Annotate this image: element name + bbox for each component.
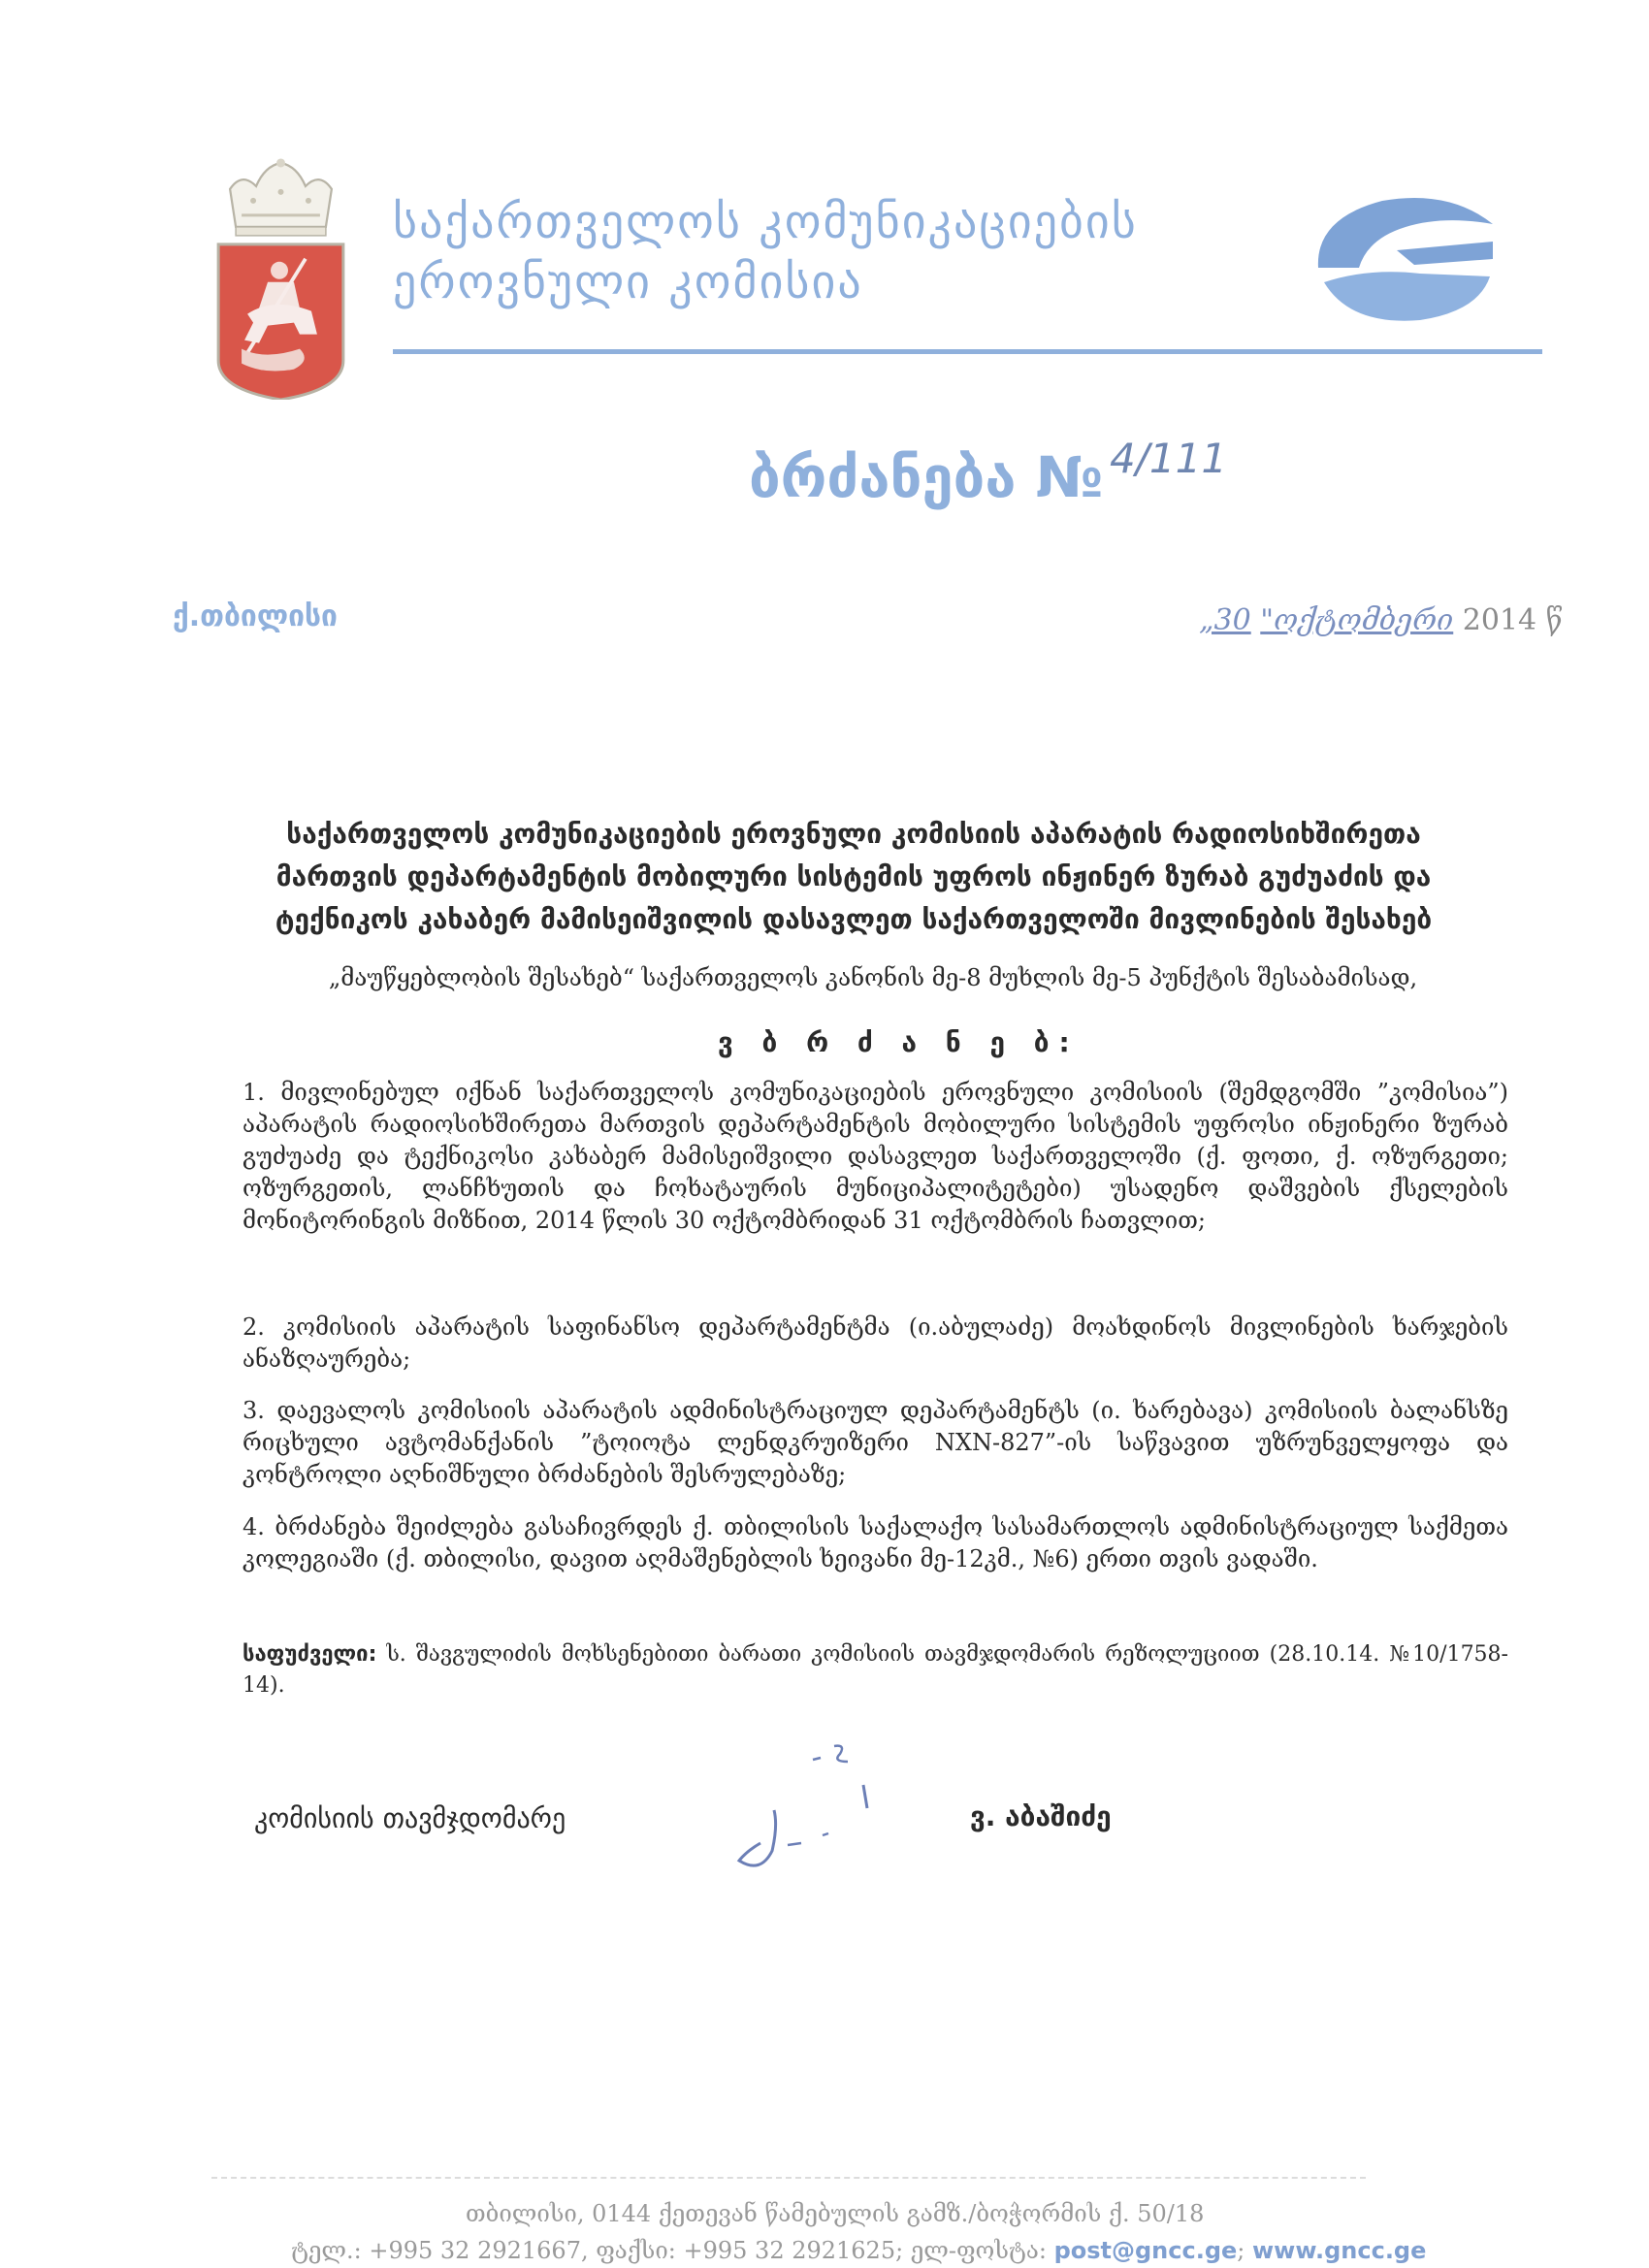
order-item-3: 3. დაევალოს კომისიის აპარატის ადმინისტრაციულ დეპარტამენტს (ი. ხარებავა) კომისიის ბალანსზე რიცხული ავტომანქანის ”ტოიოტა ლენდკრუიზერი NXN-827”-ის საწვავით უზრუნველყოფა და კონტროლი აღნიშნული ბრძანების შესრულებაზე; bbox=[242, 1397, 1508, 1488]
orders-word: ვ ბ რ ძ ა ნ ე ბ: bbox=[718, 1026, 1080, 1058]
header-divider bbox=[393, 349, 1542, 354]
handwritten-signature bbox=[718, 1736, 951, 1882]
heading-line: საქართველოს კომუნიკაციების ეროვნული კომისიის აპარატის რადიოსიხშირეთა bbox=[286, 818, 1421, 850]
date-month: "ოქტომბერი bbox=[1260, 603, 1454, 637]
org-name-line1: საქართველოს კომუნიკაციების bbox=[393, 195, 1138, 249]
order-title: ბრძანება № bbox=[749, 444, 1104, 510]
legal-basis: „მაუწყებლობის შესახებ“ საქართველოს კანონის მე-8 მუხლის მე-5 პუნქტის შესაბამისად, bbox=[328, 964, 1418, 991]
order-item-2: 2. კომისიის აპარატის საფინანსო დეპარტამენტმა (ი.აბულაძე) მოახდინოს მივლინების ხარჯების ანაზღაურება; bbox=[242, 1313, 1508, 1373]
order-number: 4/111 bbox=[1110, 435, 1228, 482]
order-item-4: 4. ბრძანება შეიძლება გასაჩივრდეს ქ. თბილისის საქალაქო სასამართლოს ადმინისტრაციულ საქმეთა კოლეგიაში (ქ. თბილისი, დავით აღმაშენებლის ხეივანი მე-12კმ., №6) ერთი თვის ვადაში. bbox=[242, 1513, 1508, 1572]
signatory-name: ვ. აბაშიძე bbox=[970, 1800, 1112, 1832]
organization-name bbox=[393, 192, 1138, 312]
footer-divider bbox=[211, 2177, 1366, 2181]
order-heading bbox=[223, 813, 1484, 941]
footnote-text: ს. შავგულიძის მოხსენებითი ბარათი კომისიის თავმჯდომარის რეზოლუციით (28.10.14. №10/1758-14). bbox=[242, 1642, 1508, 1698]
basis-footnote bbox=[242, 1639, 1508, 1701]
org-name-line2: ეროვნული კომისია bbox=[393, 255, 863, 309]
order-date bbox=[1199, 603, 1563, 637]
heading-line: მართვის დეპარტამენტის მობილური სისტემის უფროს ინჟინერ ზურაბ გუძუაძის და bbox=[275, 860, 1432, 892]
footer-address: თბილისი, 0144 ქეთევან წამებულის გამზ./ბოჭორმის ქ. 50/18 bbox=[466, 2200, 1205, 2227]
date-day: „30 bbox=[1199, 603, 1251, 637]
date-year: 2014 წ bbox=[1462, 603, 1564, 637]
footer-email[interactable]: post@gncc.ge bbox=[1053, 2237, 1238, 2264]
heading-line: ტექნიკოს კახაბერ მამისეიშვილის დასავლეთ საქართველოში მივლინების შესახებ bbox=[275, 903, 1433, 935]
footnote-label: საფუძველი: bbox=[242, 1642, 377, 1667]
footer-contacts bbox=[291, 2237, 1426, 2264]
order-item-1: 1. მივლინებულ იქნან საქართველოს კომუნიკაციების ეროვნული კომისიის (შემდგომში ”კომისია”) აპარატის რადიოსიხშირეთა მართვის დეპარტამენტის მობილური სისტემის უფროსი ინჟინერი ზურაბ გუძუაძე და ტექნიკოსი კახაბერ მამისეიშვილი დასავლეთ საქართველოში (ქ. ფოთი, ქ. ოზურგეთი; ოზურგეთის, ლანჩხუთის და ჩოხატაურის მუნიციპალიტეტები) უსადენო დაშვების ქსელების მონიტორინგის მიზნით, 2014 წლის 30 ოქტომბრიდან 31 ოქტომბრის ჩათვლით; bbox=[242, 1079, 1508, 1234]
commission-logo bbox=[1310, 192, 1499, 323]
coat-of-arms-emblem bbox=[215, 157, 346, 400]
city-label: ქ.თბილისი bbox=[173, 599, 338, 633]
footer-phone: ტელ.: +995 32 2921667, ფაქსი: +995 32 2921625; ელ-ფოსტა: bbox=[291, 2237, 1054, 2264]
signatory-role: კომისიის თავმჯდომარე bbox=[254, 1802, 566, 1834]
footer-separator: ; bbox=[1237, 2237, 1252, 2264]
footer-website[interactable]: www.gncc.ge bbox=[1252, 2237, 1427, 2264]
